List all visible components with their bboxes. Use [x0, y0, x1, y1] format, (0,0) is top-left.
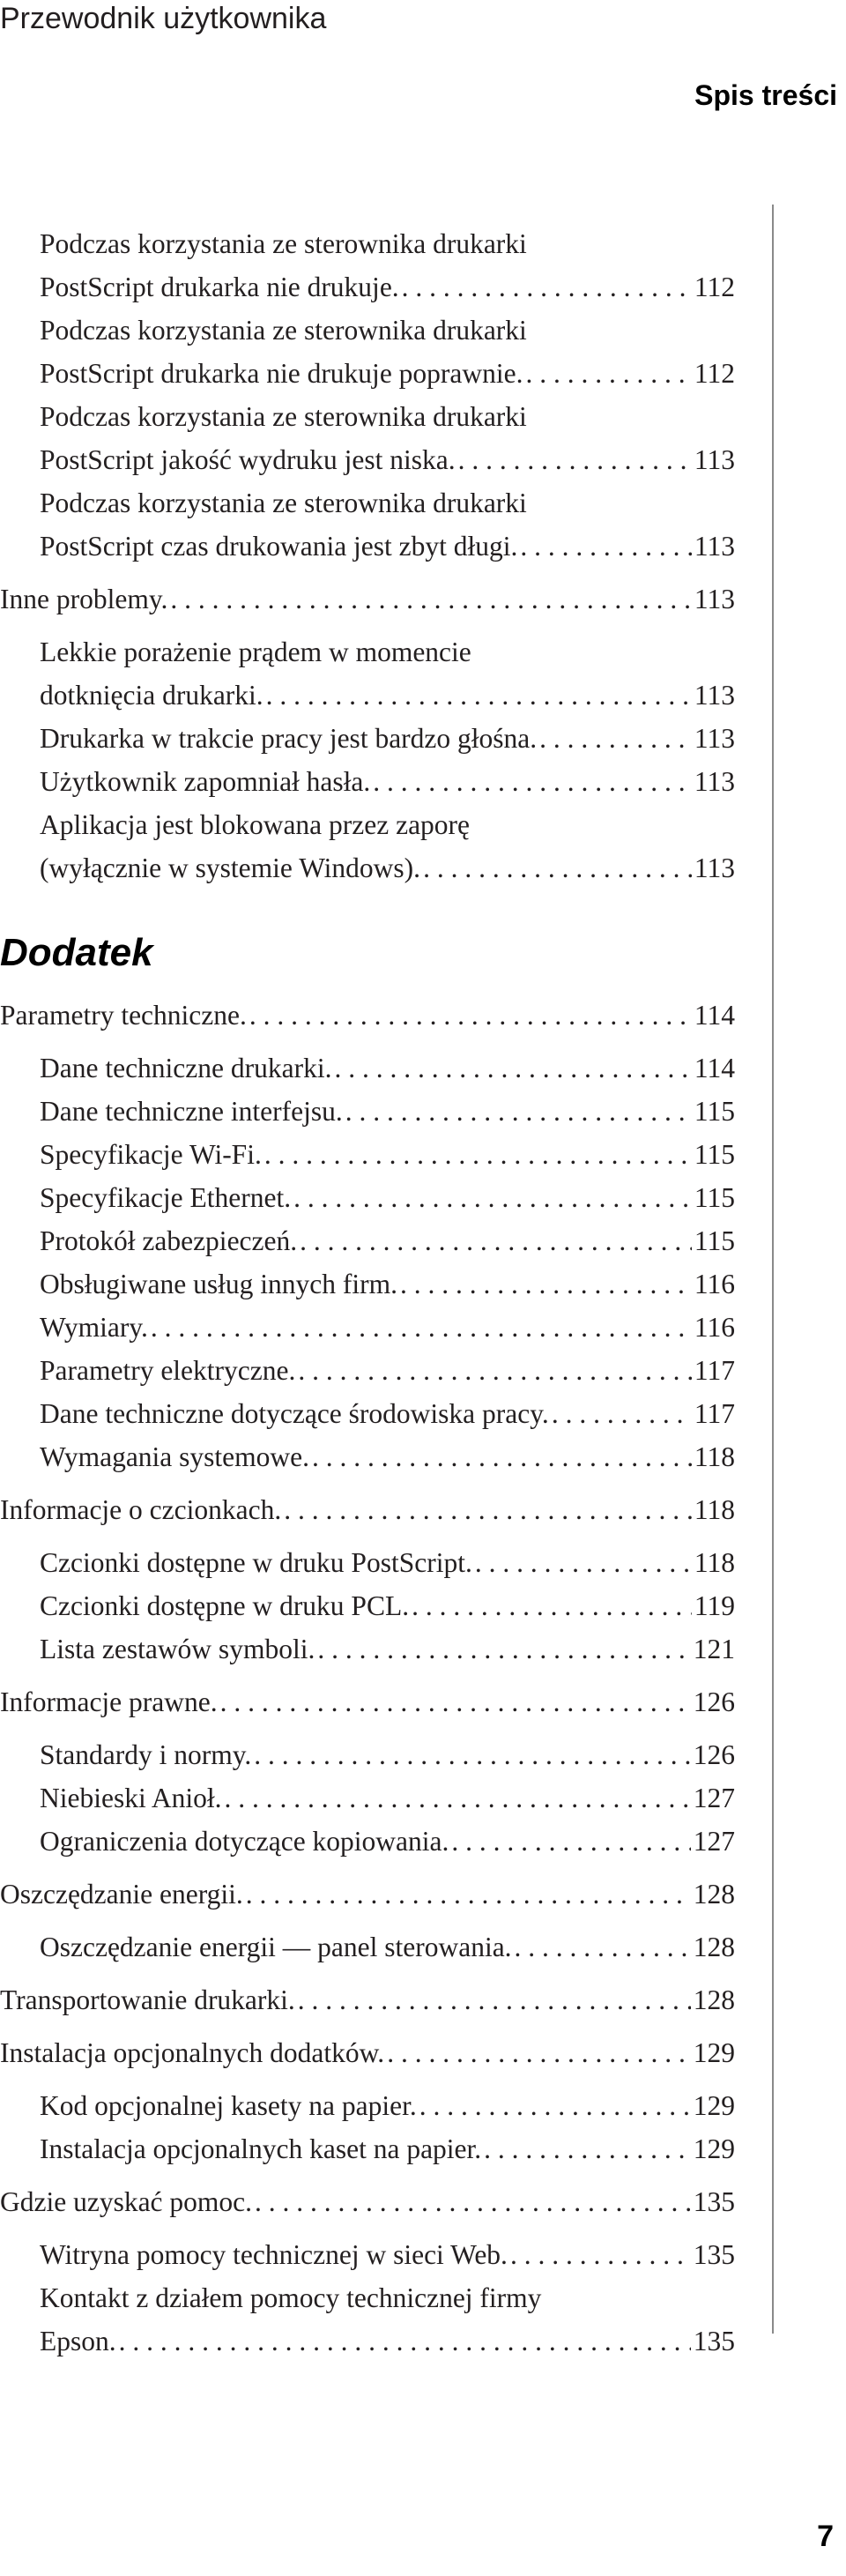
dot-leader	[451, 1820, 690, 1863]
toc-entry-title: Informacje prawne.	[0, 1686, 218, 1717]
toc-entry-title: Podczas korzystania ze sterownika drukarki	[40, 315, 527, 346]
toc-entry-title: Gdzie uzyskać pomoc.	[0, 2186, 253, 2217]
toc-subsection-entry[interactable]	[0, 1090, 735, 1133]
toc-subsection-entry[interactable]	[0, 1584, 735, 1627]
toc-section-entry[interactable]	[0, 994, 735, 1037]
toc-entry-title: PostScript drukarka nie drukuje poprawnie.	[40, 358, 523, 389]
toc-section-entry[interactable]	[0, 1680, 735, 1724]
toc-subsection-entry[interactable]	[0, 1133, 735, 1176]
toc-entry-title: Oszczędzanie energii.	[0, 1879, 243, 1910]
toc-page-number: 121	[693, 1634, 735, 1664]
toc-entry-title: Lista zestawów symboli.	[40, 1634, 315, 1664]
toc-entry-line	[40, 1541, 735, 1584]
dot-leader	[387, 2031, 691, 2074]
toc-entry-line	[40, 1392, 735, 1435]
toc-entry-line	[40, 760, 735, 803]
toc-entry-line	[40, 1820, 735, 1863]
toc-page-number: 129	[693, 2037, 735, 2068]
toc-entry-line	[40, 1435, 735, 1478]
toc-entry-title: Epson.	[40, 2326, 116, 2356]
toc-subsection-entry[interactable]	[0, 395, 735, 481]
section-title: Spis treści	[694, 79, 837, 111]
toc-entry-title: Ograniczenia dotyczące kopiowania.	[40, 1826, 449, 1857]
toc-page-number: 113	[694, 766, 735, 797]
toc-entry-title: Podczas korzystania ze sterownika drukarki	[40, 228, 527, 259]
dot-leader	[293, 1176, 692, 1219]
toc-subsection-entry[interactable]	[0, 1820, 735, 1863]
toc-section-entry[interactable]	[0, 1488, 735, 1531]
toc-page-number: 115	[694, 1139, 735, 1170]
toc-subsection-entry[interactable]	[0, 1627, 735, 1671]
toc-page-number: 114	[694, 1000, 735, 1031]
toc-entry-title: Czcionki dostępne w druku PostScript.	[40, 1547, 472, 1578]
toc-entry-line	[40, 1584, 735, 1627]
toc-page-number: 112	[694, 358, 735, 389]
toc-subsection-entry[interactable]	[0, 630, 735, 717]
toc-entry-title: Drukarka w trakcie pracy jest bardzo głośna.	[40, 723, 538, 754]
toc-page-number: 135	[693, 2186, 735, 2217]
toc-entry-line	[40, 1176, 735, 1219]
dot-leader	[552, 1392, 692, 1435]
dot-leader	[312, 1435, 692, 1478]
toc-page-number: 118	[694, 1494, 735, 1525]
dot-leader	[515, 1925, 691, 1969]
toc-section-entry[interactable]	[0, 1978, 735, 2021]
toc-entry-line	[40, 1046, 735, 1090]
toc-entry-line	[40, 2319, 735, 2363]
toc-page-number: 113	[694, 531, 735, 562]
toc-subsection-entry[interactable]	[0, 222, 735, 309]
toc-subsection-entry[interactable]	[0, 1925, 735, 1969]
toc-entry-line	[0, 1872, 735, 1916]
toc-subsection-entry[interactable]	[0, 1733, 735, 1776]
dot-leader	[423, 846, 692, 890]
toc-page-number: 127	[693, 1783, 735, 1813]
toc-entry-line	[40, 1219, 735, 1262]
page-number: 7	[817, 2520, 834, 2553]
toc-page-number: 127	[693, 1826, 735, 1857]
toc-entry-line	[40, 1776, 735, 1820]
toc-entry-title: Standardy i normy.	[40, 1739, 252, 1770]
toc-page-number: 128	[693, 1984, 735, 2015]
toc-entry-title: Specyfikacje Wi-Fi.	[40, 1139, 262, 1170]
toc-subsection-entry[interactable]	[0, 1392, 735, 1435]
dot-leader	[255, 2180, 691, 2223]
toc-entry-title: Wymagania systemowe.	[40, 1441, 310, 1472]
toc-entry-line	[40, 846, 735, 890]
toc-subsection-entry[interactable]	[0, 1776, 735, 1820]
toc-entry-line	[40, 1306, 735, 1349]
dot-leader	[249, 994, 692, 1037]
toc-page-number: 129	[693, 2090, 735, 2121]
toc-subsection-entry[interactable]	[0, 2127, 735, 2170]
dot-leader	[317, 1627, 690, 1671]
dot-leader	[458, 438, 692, 481]
toc-subsection-entry[interactable]	[0, 1046, 735, 1090]
toc-subsection-entry[interactable]	[0, 2276, 735, 2363]
dot-leader	[298, 1978, 691, 2021]
dot-leader	[254, 1733, 690, 1776]
document-title: Przewodnik użytkownika	[0, 2, 327, 35]
table-of-contents	[0, 222, 735, 2363]
toc-entry-title: Witryna pomocy technicznej w sieci Web.	[40, 2239, 508, 2270]
toc-page-number: 113	[694, 852, 735, 883]
toc-entry-title: Inne problemy.	[0, 584, 168, 614]
toc-page-number: 112	[694, 272, 735, 302]
toc-entry-line	[0, 994, 735, 1037]
toc-page-number: 135	[693, 2239, 735, 2270]
toc-page-number: 116	[694, 1312, 735, 1343]
toc-page-number: 128	[693, 1932, 735, 1962]
dot-leader	[520, 525, 692, 568]
toc-subsection-entry[interactable]	[0, 803, 735, 890]
toc-entry-line	[0, 1978, 735, 2021]
toc-entry-title: Instalacja opcjonalnych dodatków.	[0, 2037, 385, 2068]
toc-entry-line	[40, 2084, 735, 2127]
toc-entry-title: Parametry techniczne.	[0, 1000, 247, 1031]
toc-entry-title: Instalacja opcjonalnych kaset na papier.	[40, 2133, 482, 2164]
toc-page-number: 117	[694, 1355, 735, 1386]
toc-page-number: 118	[694, 1547, 735, 1578]
toc-entry-title: Użytkownik zapomniał hasła.	[40, 766, 371, 797]
toc-entry-line	[40, 674, 735, 717]
toc-subsection-entry[interactable]	[0, 760, 735, 803]
toc-subsection-entry[interactable]	[0, 1262, 735, 1306]
toc-page-number: 116	[694, 1269, 735, 1299]
toc-page-number: 126	[693, 1686, 735, 1717]
toc-entry-line	[0, 2031, 735, 2074]
dot-leader	[266, 674, 692, 717]
toc-page-number: 113	[694, 444, 735, 475]
toc-entry-title: Transportowanie drukarki.	[0, 1984, 295, 2015]
toc-entry-title: PostScript drukarka nie drukuje.	[40, 272, 399, 302]
chapter-heading: Dodatek	[0, 931, 153, 974]
dot-leader	[419, 2084, 691, 2127]
toc-entry-title: Podczas korzystania ze sterownika drukarki	[40, 488, 527, 518]
toc-entry-title: Specyfikacje Ethernet.	[40, 1182, 292, 1213]
dot-leader	[119, 2319, 691, 2363]
dot-leader	[400, 1262, 692, 1306]
toc-entry-line	[0, 1680, 735, 1724]
toc-list-part2	[0, 994, 735, 2363]
toc-entry-line	[40, 1733, 735, 1776]
dot-leader	[334, 1046, 691, 1090]
toc-subsection-entry[interactable]	[0, 309, 735, 395]
toc-entry-title: Wymiary.	[40, 1312, 148, 1343]
toc-entry-line	[40, 265, 735, 309]
toc-subsection-entry[interactable]	[0, 2233, 735, 2276]
toc-subsection-entry[interactable]	[0, 1541, 735, 1584]
dot-leader	[402, 265, 692, 309]
dot-leader	[298, 1349, 692, 1392]
toc-entry-line	[40, 1349, 735, 1392]
dot-leader	[170, 577, 692, 621]
toc-entry-line	[40, 525, 735, 568]
toc-entry-line	[40, 1133, 735, 1176]
toc-section-entry[interactable]	[0, 2031, 735, 2074]
toc-entry-line	[0, 577, 735, 621]
dot-leader	[300, 1219, 692, 1262]
vertical-rule	[772, 205, 774, 2334]
toc-entry-line	[40, 1627, 735, 1671]
toc-page-number: 118	[694, 1441, 735, 1472]
toc-subsection-entry[interactable]	[0, 1306, 735, 1349]
toc-page-number: 113	[694, 584, 735, 614]
dot-leader	[539, 717, 692, 760]
dot-leader	[151, 1306, 692, 1349]
toc-page-number: 117	[694, 1398, 735, 1429]
dot-leader	[412, 1584, 692, 1627]
toc-entry-title: Dane techniczne drukarki.	[40, 1053, 332, 1083]
toc-subsection-entry[interactable]	[0, 1349, 735, 1392]
toc-list-part1	[0, 222, 735, 890]
dot-leader	[510, 2233, 691, 2276]
toc-section-entry[interactable]	[0, 577, 735, 621]
toc-entry-title: Niebieski Anioł.	[40, 1783, 222, 1813]
toc-entry-line	[40, 2127, 735, 2170]
dot-leader	[225, 1776, 691, 1820]
toc-section-entry[interactable]	[0, 2180, 735, 2223]
toc-entry-title: Parametry elektryczne.	[40, 1355, 296, 1386]
toc-entry-title: PostScript czas drukowania jest zbyt długi.	[40, 531, 518, 562]
dot-leader	[220, 1680, 691, 1724]
toc-entry-title: dotknięcia drukarki.	[40, 680, 263, 711]
toc-entry-line	[40, 438, 735, 481]
toc-page-number: 115	[694, 1096, 735, 1127]
toc-entry-title: Lekkie porażenie prądem w momencie	[40, 637, 471, 667]
toc-entry-title: Czcionki dostępne w druku PCL.	[40, 1590, 410, 1621]
toc-page-number: 126	[693, 1739, 735, 1770]
toc-subsection-entry[interactable]	[0, 1219, 735, 1262]
toc-subsection-entry[interactable]	[0, 1176, 735, 1219]
toc-page-number: 115	[694, 1182, 735, 1213]
toc-section-entry[interactable]	[0, 1872, 735, 1916]
toc-entry-title: Dane techniczne dotyczące środowiska pracy.	[40, 1398, 549, 1429]
toc-page-number: 129	[693, 2133, 735, 2164]
toc-page-number: 113	[694, 723, 735, 754]
dot-leader	[345, 1090, 692, 1133]
toc-subsection-entry[interactable]	[0, 717, 735, 760]
toc-subsection-entry[interactable]	[0, 481, 735, 568]
toc-entry-title: Oszczędzanie energii — panel sterowania.	[40, 1932, 512, 1962]
toc-entry-line	[40, 717, 735, 760]
dot-leader	[526, 352, 692, 395]
toc-subsection-entry[interactable]	[0, 1435, 735, 1478]
dot-leader	[284, 1488, 692, 1531]
toc-entry-title: Protokół zabezpieczeń.	[40, 1225, 298, 1256]
toc-entry-title: PostScript jakość wydruku jest niska.	[40, 444, 456, 475]
toc-entry-line	[40, 2233, 735, 2276]
dot-leader	[246, 1872, 691, 1916]
toc-subsection-entry[interactable]	[0, 2084, 735, 2127]
toc-page-number: 128	[693, 1879, 735, 1910]
toc-entry-line	[0, 2180, 735, 2223]
toc-page-number: 135	[693, 2326, 735, 2356]
toc-entry-title: Aplikacja jest blokowana przez zaporę	[40, 809, 471, 840]
dot-leader	[484, 2127, 691, 2170]
toc-entry-title: Podczas korzystania ze sterownika drukarki	[40, 401, 527, 432]
toc-page-number: 114	[694, 1053, 735, 1083]
dot-leader	[475, 1541, 692, 1584]
dot-leader	[264, 1133, 692, 1176]
toc-page-number: 115	[694, 1225, 735, 1256]
toc-entry-title: Kod opcjonalnej kasety na papier.	[40, 2090, 417, 2121]
toc-entry-line	[40, 352, 735, 395]
toc-entry-title: (wyłącznie w systemie Windows).	[40, 852, 421, 883]
toc-entry-line	[40, 1262, 735, 1306]
dot-leader	[373, 760, 692, 803]
toc-entry-title: Obsługiwane usług innych firm.	[40, 1269, 397, 1299]
toc-entry-title: Kontakt z działem pomocy technicznej firmy	[40, 2282, 542, 2313]
toc-page-number: 113	[694, 680, 735, 711]
toc-entry-title: Informacje o czcionkach.	[0, 1494, 282, 1525]
toc-entry-line	[0, 1488, 735, 1531]
toc-page-number: 119	[694, 1590, 735, 1621]
toc-entry-line	[40, 1925, 735, 1969]
toc-entry-title: Dane techniczne interfejsu.	[40, 1096, 343, 1127]
toc-entry-line	[40, 1090, 735, 1133]
